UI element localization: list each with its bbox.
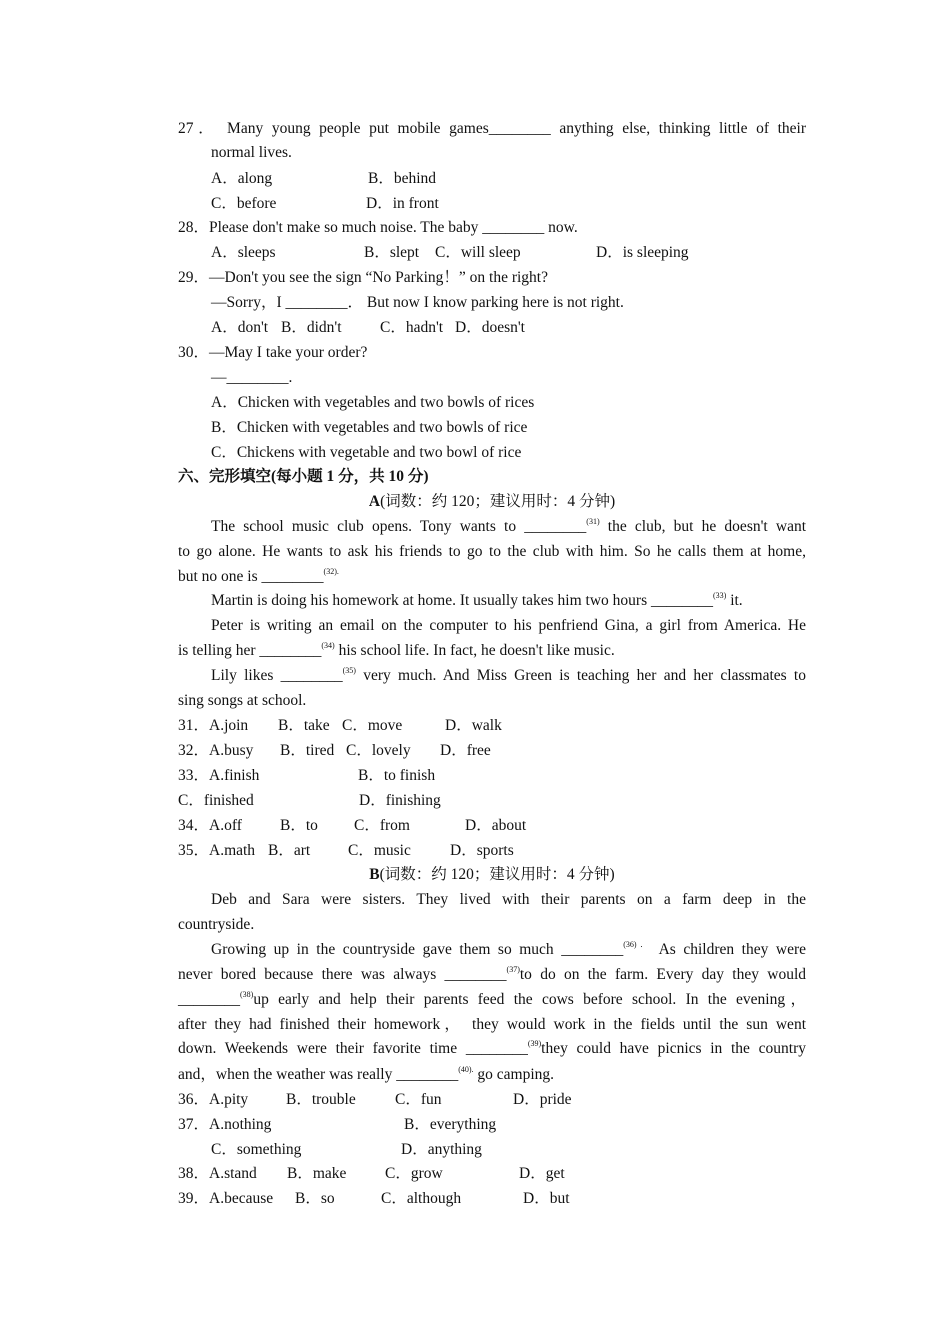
text-segment: very much. And Miss Green is teaching her and her classmates to (355, 667, 806, 684)
q33-option-a: 33．A.finish (178, 767, 260, 784)
passage-b-p2-line6 (178, 1065, 806, 1085)
q32-option-d: D．free (440, 742, 491, 759)
q28-option-a: A．sleeps (211, 244, 276, 261)
passage-a-p2 (211, 591, 806, 611)
section-6-title: 六、完形填空(每小题 1 分，共 10 分) (178, 468, 429, 485)
text-segment: As children they were (651, 941, 806, 958)
q34-option-d: D．about (465, 817, 527, 834)
q31-option-c: C．move (342, 717, 403, 734)
q37-option-b: B．everything (404, 1116, 497, 1133)
q37-option-a: 37．A.nothing (178, 1116, 272, 1133)
text-segment: never bored because there was always ________ (178, 966, 507, 983)
q39-option-a: 39．A.because (178, 1190, 274, 1207)
q27-option-a: A．along (211, 170, 273, 187)
q35-option-b: B．art (268, 842, 311, 859)
q30-reply: —________. (211, 369, 293, 386)
q32-option-a: 32．A.busy (178, 742, 254, 759)
q38-option-d: D．get (519, 1165, 565, 1182)
passage-b-p2-line2 (178, 965, 806, 985)
text-segment: his school life. In fact, he doesn't like music. (334, 642, 615, 659)
blank-32-number: (32). (323, 567, 339, 576)
q28-option-c: C．will sleep (435, 244, 521, 261)
blank-36-number: (36)． (623, 940, 652, 949)
q33-option-c: C．finished (178, 792, 254, 809)
passage-a-heading-info: (词数：约 120；建议用时：4 分钟) (380, 493, 616, 510)
text-segment: they could have picnics in the country (541, 1040, 806, 1057)
passage-a-p4-line1 (211, 666, 806, 686)
passage-a-p4-line2: sing songs at school. (178, 692, 307, 709)
blank-35-number: (35) (342, 666, 356, 675)
q34-option-a: 34．A.off (178, 817, 242, 834)
text-segment: to do on the farm. Every day they would (519, 966, 806, 983)
passage-b-label: B (369, 866, 380, 883)
q39-option-c: C．although (381, 1190, 462, 1207)
q39-option-b: B．so (295, 1190, 335, 1207)
text-segment: is telling her ________ (178, 642, 322, 659)
q36-option-a: 36．A.pity (178, 1091, 249, 1108)
q33-option-d: D．finishing (359, 792, 441, 809)
blank-38-number: (38) (240, 990, 254, 999)
text-segment: The school music club opens. Tony wants to ________ (211, 518, 587, 535)
q32-option-c: C．lovely (346, 742, 411, 759)
q33-option-b: B．to finish (358, 767, 436, 784)
text-segment: Lily likes ________ (211, 667, 343, 684)
blank-37-number: (37) (506, 965, 520, 974)
blank-40-number: (40). (458, 1065, 474, 1074)
q28-stem: 28．Please don't make so much noise. The baby ________ now. (178, 219, 578, 236)
passage-b-p2-line5 (178, 1039, 806, 1059)
q34-option-c: C．from (354, 817, 410, 834)
blank-33-number: (33) (712, 591, 727, 600)
q35-option-c: C．music (348, 842, 411, 859)
blank-34-number: (34) (321, 641, 335, 650)
q29-option-d: D．doesn't (455, 319, 525, 336)
q32-option-b: B．tired (280, 742, 335, 759)
passage-b-p2-line1 (211, 940, 806, 960)
q31-option-d: D．walk (445, 717, 502, 734)
q39-option-d: D．but (523, 1190, 570, 1207)
q30-option-c: C．Chickens with vegetable and two bowl of rice (211, 444, 522, 461)
passage-a-p1-line1 (211, 517, 806, 537)
text-segment: ________ (178, 991, 240, 1008)
text-segment: up early and help their parents feed the cows before school. In the evening， (253, 991, 806, 1008)
passage-b-p1-line2: countryside. (178, 916, 255, 933)
q29-stem: 29．—Don't you see the sign “No Parking！” on the right? (178, 269, 548, 286)
q34-option-b: B．to (280, 817, 318, 834)
passage-b-p2-line4: after they had finished their homework， they would work in the fields until the sun went (178, 1016, 806, 1033)
q35-option-a: 35．A.math (178, 842, 256, 859)
q29-reply: —Sorry，I ________． But now I know parking here is not right. (211, 294, 624, 311)
q30-option-a: A．Chicken with vegetables and two bowls of rices (211, 394, 535, 411)
passage-b-heading-info: (词数：约 120；建议用时：4 分钟) (379, 866, 615, 883)
text-segment: Growing up in the countryside gave them so much ________ (211, 941, 624, 958)
passage-a-heading (178, 492, 806, 512)
passage-a-p3-line2 (178, 641, 806, 661)
q27-option-b: B．behind (368, 170, 437, 187)
q36-option-d: D．pride (513, 1091, 572, 1108)
text-segment: but no one is ________ (178, 568, 324, 585)
q37-option-d: D．anything (401, 1141, 482, 1158)
q38-option-c: C．grow (385, 1165, 443, 1182)
blank-39-number: (39) (527, 1039, 542, 1048)
q27-stem-line1: 27． Many young people put mobile games________ anything else, thinking little of their (178, 120, 806, 137)
q27-stem-line2: normal lives. (211, 144, 292, 161)
passage-a-p1-line2: to go alone. He wants to ask his friends to go to the club with him. So he calls them at home, (178, 543, 806, 560)
text-segment: go camping. (473, 1066, 555, 1083)
passage-a-label: A (368, 493, 381, 510)
q30-option-b: B．Chicken with vegetables and two bowls of rice (211, 419, 528, 436)
q37-option-c: C．something (211, 1141, 302, 1158)
q31-option-a: 31．A.join (178, 717, 249, 734)
q27-option-c: C．before (211, 195, 277, 212)
q35-option-d: D．sports (450, 842, 514, 859)
q29-option-c: C．hadn't (380, 319, 444, 336)
q36-option-c: C．fun (395, 1091, 442, 1108)
text-segment: down. Weekends were their favorite time ________ (178, 1040, 528, 1057)
text-segment: Martin is doing his homework at home. It usually takes him two hours ________ (211, 592, 713, 609)
passage-b-p2-line3 (178, 990, 806, 1010)
text-segment: the club, but he doesn't want (599, 518, 806, 535)
text-segment: it. (726, 592, 743, 609)
q27-option-d: D．in front (366, 195, 439, 212)
blank-31-number: (31) (586, 517, 600, 526)
q38-option-a: 38．A.stand (178, 1165, 257, 1182)
text-segment: and，when the weather was really ________ (178, 1066, 459, 1083)
passage-b-heading (178, 865, 806, 885)
q28-option-b: B．slept (364, 244, 420, 261)
q29-option-a: A．don't (211, 319, 269, 336)
q31-option-b: B．take (278, 717, 330, 734)
q38-option-b: B．make (287, 1165, 347, 1182)
q29-option-b: B．didn't (281, 319, 342, 336)
q36-option-b: B．trouble (286, 1091, 356, 1108)
passage-a-p1-line3 (178, 567, 806, 587)
passage-a-p3-line1: Peter is writing an email on the computer to his penfriend Gina, a girl from America. He (211, 617, 806, 634)
q30-stem: 30．—May I take your order? (178, 344, 368, 361)
q28-option-d: D．is sleeping (596, 244, 689, 261)
passage-b-p1-line1: Deb and Sara were sisters. They lived with their parents on a farm deep in the (211, 891, 806, 908)
